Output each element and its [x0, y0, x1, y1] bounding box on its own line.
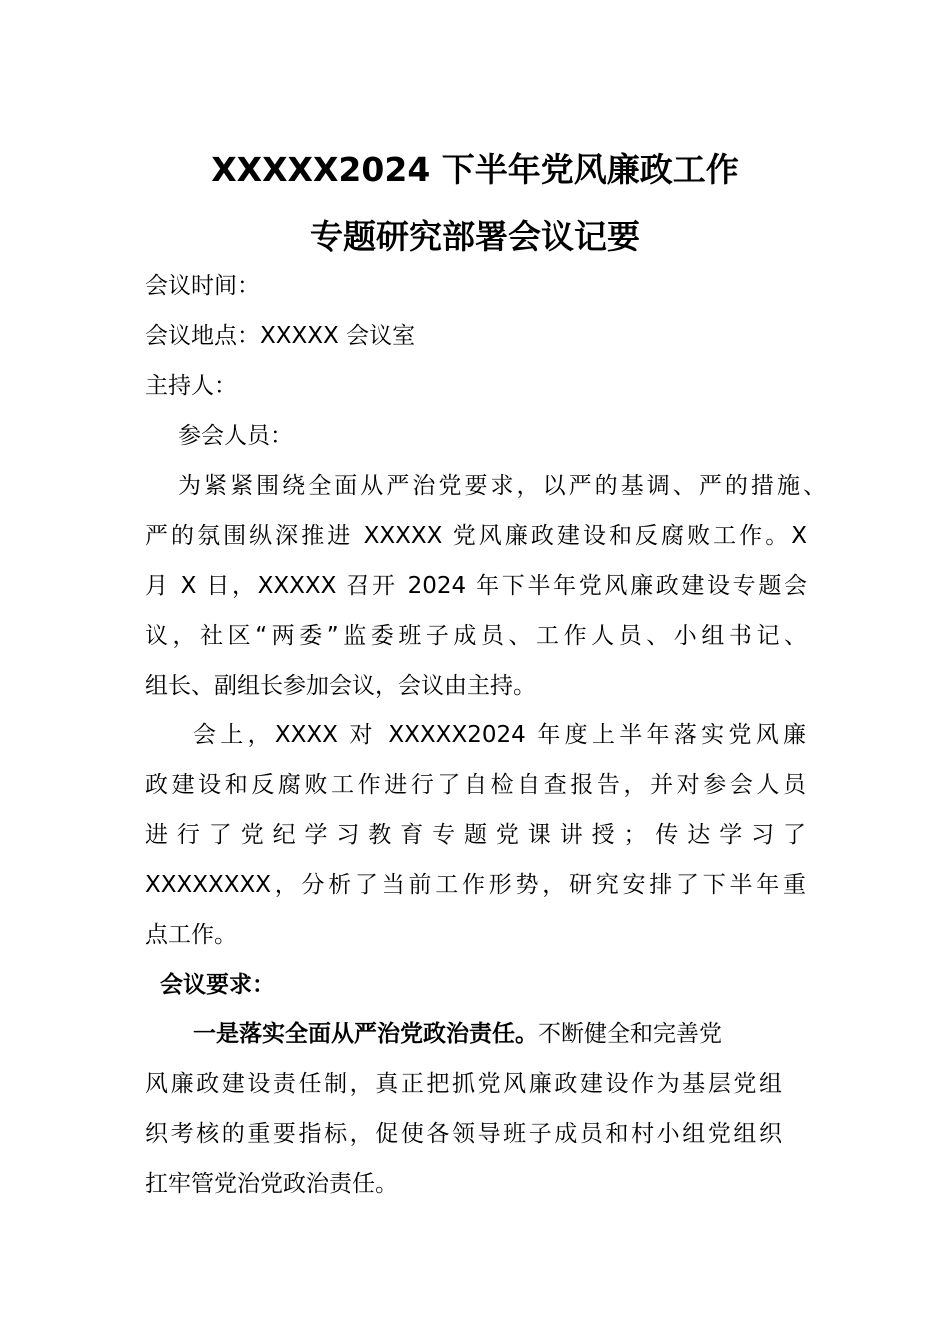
para2-line-4: XXXXXXXX，分析了当前工作形势，研究安排了下半年重 [145, 872, 806, 898]
requirement-1-line-1 [193, 1018, 793, 1050]
para1-line-2: 严的氛围纵深推进 XXXXX 党风廉政建设和反腐败工作。X [145, 523, 807, 549]
meeting-place: 会议地点：XXXXX 会议室 [145, 323, 416, 349]
para2-line-2: 政建设和反腐败工作进行了自检自查报告，并对参会人员 [145, 772, 806, 798]
meeting-host: 主持人： [145, 373, 237, 399]
meeting-attendees: 参会人员： [178, 423, 293, 449]
requirement-1-line-3: 织考核的重要指标，促使各领导班子成员和村小组党组织 [145, 1121, 782, 1147]
requirement-1-text: 不断健全和完善党 [538, 1021, 722, 1047]
para1-line-4: 议，社区“两委”监委班子成员、工作人员、小组书记、 [145, 623, 807, 649]
requirement-1-title: 一是落实全面从严治党政治责任。 [193, 1021, 538, 1047]
document-title-line-2: 专题研究部署会议记要 [310, 217, 640, 256]
requirement-1-line-4: 扛牢管党治党政治责任。 [145, 1171, 398, 1197]
requirements-heading: 会议要求： [160, 972, 275, 998]
para1-line-5: 组长、副组长参加会议，会议由主持。 [145, 673, 536, 699]
meeting-time: 会议时间： [145, 273, 260, 299]
requirement-1-line-2: 风廉政建设责任制，真正把抓党风廉政建设作为基层党组 [145, 1071, 782, 1097]
para1-line-1: 为紧紧围绕全面从严治党要求，以严的基调、严的措施、 [178, 473, 826, 499]
para2-line-3: 进行了党纪学习教育专题党课讲授；传达学习了 [145, 822, 806, 848]
para2-line-1: 会上，XXXX 对 XXXXX2024 年度上半年落实党风廉 [193, 722, 806, 748]
para2-line-5: 点工作。 [145, 922, 237, 948]
document-title-line-1: XXXXX2024 下半年党风廉政工作 [211, 150, 739, 189]
para1-line-3: 月 X 日，XXXXX 召开 2024 年下半年党风廉政建设专题会 [145, 573, 807, 599]
